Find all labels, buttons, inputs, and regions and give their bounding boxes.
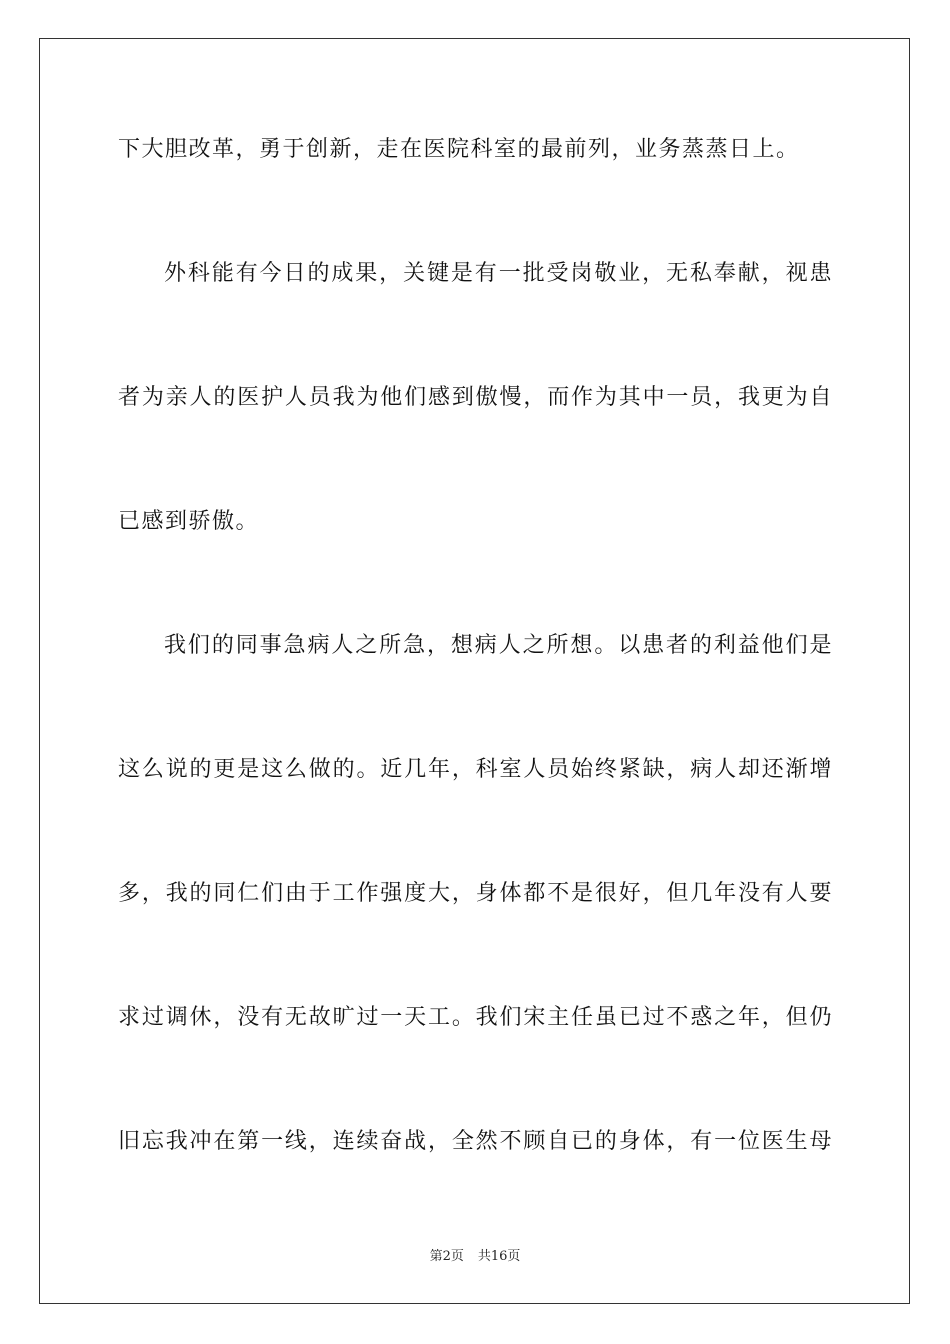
text-line-2: 外科能有今日的成果，关键是有一批受岗敬业，无私奉献，视患 (164, 261, 833, 286)
text-line-7: 多，我的同仁们由于工作强度大，身体都不是很好，但几年没有人要 (118, 881, 833, 906)
page-footer (0, 1248, 950, 1266)
text-line-1: 下大胆改革，勇于创新，走在医院科室的最前列，业务蒸蒸日上。 (118, 137, 800, 162)
page-number: 第2页 (429, 1249, 464, 1264)
page-total: 共16页 (477, 1249, 521, 1264)
text-line-3: 者为亲人的医护人员我为他们感到傲慢，而作为其中一员，我更为自 (118, 385, 833, 410)
text-line-6: 这么说的更是这么做的。近几年，科室人员始终紧缺，病人却还渐增 (118, 757, 833, 782)
text-line-9: 旧忘我冲在第一线，连续奋战，全然不顾自已的身体，有一位医生母 (118, 1129, 833, 1154)
text-line-8: 求过调休，没有无故旷过一天工。我们宋主任虽已过不惑之年，但仍 (118, 1005, 833, 1030)
text-line-4: 已感到骄傲。 (118, 509, 260, 534)
page-border (39, 38, 910, 1304)
text-line-5: 我们的同事急病人之所急，想病人之所想。以患者的利益他们是 (164, 633, 833, 658)
